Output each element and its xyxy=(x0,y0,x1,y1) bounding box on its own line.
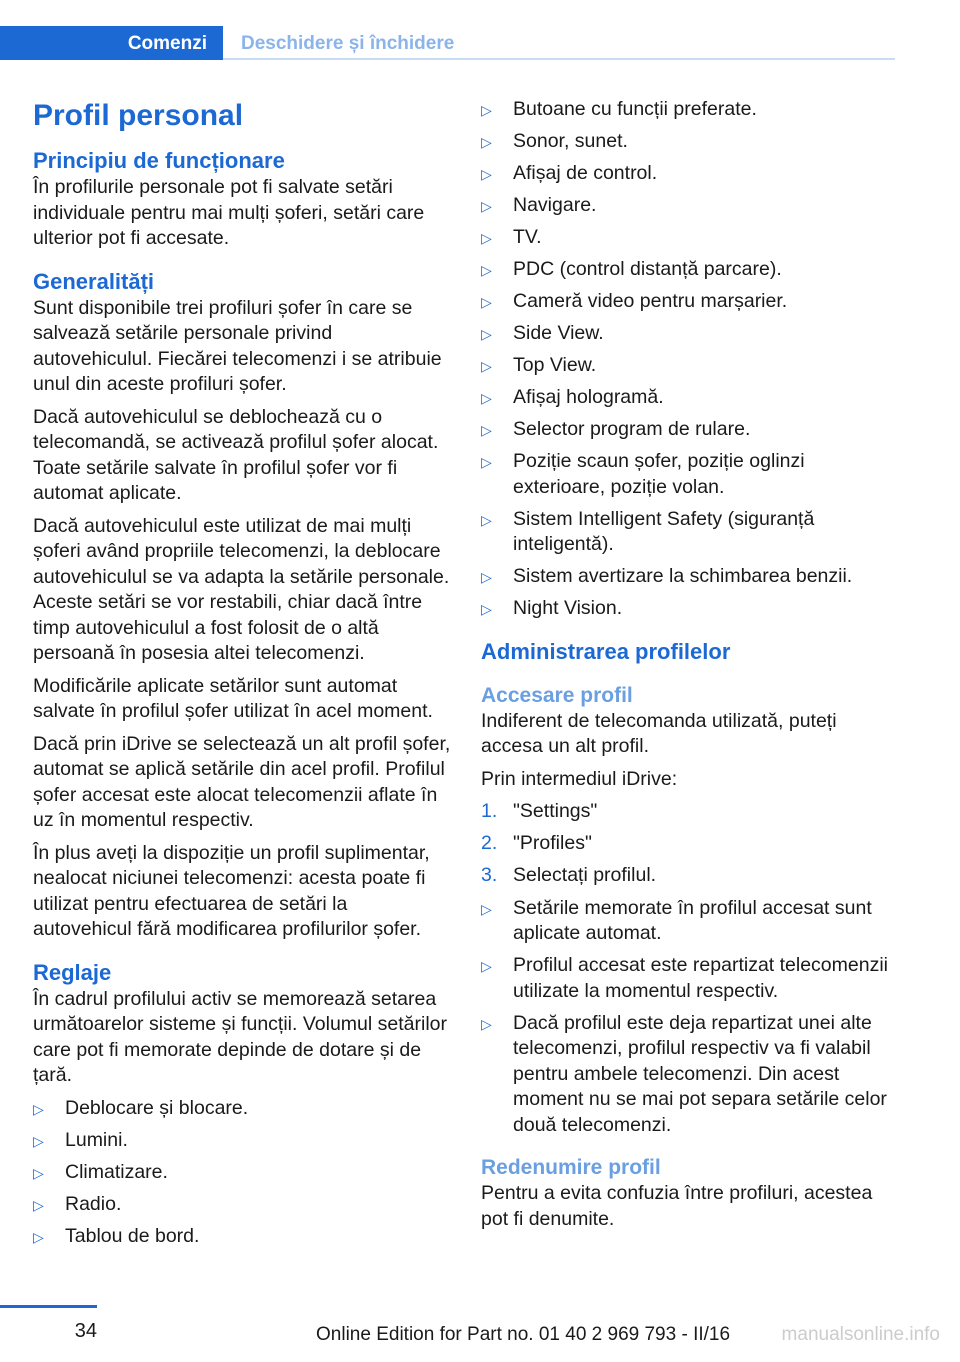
step-number: 3. xyxy=(481,864,498,886)
triangle-bullet-icon: ▷ xyxy=(33,1164,44,1181)
tab-comenzi[interactable] xyxy=(0,26,223,60)
page-number: 34 xyxy=(74,1320,97,1342)
triangle-bullet-icon: ▷ xyxy=(481,454,492,470)
list-item: ▷ Side View. xyxy=(481,321,893,347)
list-item: ▷ Lumini. xyxy=(33,1128,451,1154)
triangle-bullet-icon: ▷ xyxy=(481,958,492,974)
triangle-bullet-icon: ▷ xyxy=(481,262,492,278)
list-item: ▷ Sistem Intelligent Safety (siguranță inteligentă). xyxy=(481,507,815,555)
step-item: 3. Selectați profilul. xyxy=(481,863,893,889)
chapter-tab-bar xyxy=(0,26,895,62)
list-item: ▷ Radio. xyxy=(33,1192,451,1218)
settings-list-right xyxy=(481,97,893,622)
tab-underline xyxy=(223,58,895,60)
list-item: ▷ Night Vision. xyxy=(481,596,893,622)
triangle-bullet-icon: ▷ xyxy=(33,1228,44,1245)
heading-generalitati: Generalități xyxy=(33,268,155,294)
triangle-bullet-icon: ▷ xyxy=(481,601,492,617)
triangle-bullet-icon: ▷ xyxy=(33,1132,44,1149)
heading-accesare-profil: Accesare profil xyxy=(481,683,633,707)
list-item: ▷ Top View. xyxy=(481,353,893,379)
paragraph: Prin intermediul iDrive: xyxy=(481,767,678,790)
list-item: ▷ Cameră video pentru marșarier. xyxy=(481,289,893,315)
list-item: ▷ Afișaj hologramă. xyxy=(481,385,893,411)
triangle-bullet-icon: ▷ xyxy=(481,511,492,528)
step-number: 1. xyxy=(481,800,498,822)
triangle-bullet-icon: ▷ xyxy=(481,569,492,585)
triangle-bullet-icon: ▷ xyxy=(33,1100,44,1117)
list-item: ▷ Setările memorate în profilul accesat sunt aplicate automat. xyxy=(481,896,872,944)
paragraph: În profilurile personale pot fi salvate setări individuale pentru mai mulți șoferi, setări care ulterior pot fi accesate. xyxy=(33,176,425,249)
triangle-bullet-icon: ▷ xyxy=(481,166,492,182)
triangle-bullet-icon: ▷ xyxy=(481,1015,492,1032)
watermark: manualsonline.info xyxy=(781,1324,940,1345)
triangle-bullet-icon: ▷ xyxy=(481,198,492,214)
paragraph: Pentru a evita confuzia între profiluri, acestea pot fi denumite. xyxy=(481,1182,873,1230)
tab-comenzi-label: Comenzi xyxy=(127,33,207,54)
list-item: ▷ Poziție scaun șofer, poziție oglinzi exterioare, poziție volan. xyxy=(481,450,805,498)
triangle-bullet-icon: ▷ xyxy=(481,102,492,118)
list-item: ▷ Tablou de bord. xyxy=(33,1224,451,1250)
paragraph: Modificările aplicate setărilor sunt automat salvate în profilul șofer utilizat în acel moment. xyxy=(33,674,433,722)
paragraph: În cadrul profilului activ se memorează setarea următoarelor sisteme și funcții. Volumul setărilor care pot fi memorate depinde de dotare și de țară. xyxy=(33,987,447,1086)
triangle-bullet-icon: ▷ xyxy=(481,390,492,406)
step-item: 1. "Settings" xyxy=(481,799,893,825)
triangle-bullet-icon: ▷ xyxy=(481,422,492,438)
triangle-bullet-icon: ▷ xyxy=(481,294,492,310)
list-item: ▷ Afișaj de control. xyxy=(481,161,893,187)
heading-redenumire-profil: Redenumire profil xyxy=(481,1156,661,1179)
paragraph: Dacă prin iDrive se selectează un alt profil șofer, automat se aplică setările din acel profil. Profilul șofer accesat este alocat telecomenzii aflate în uz în momentul respectiv. xyxy=(33,732,451,831)
paragraph: Dacă autovehiculul este utilizat de mai mulți șoferi având propriile telecomenzi, la deblocare autovehiculul se va adapta la setările personale. Aceste setări se vor restabili, chiar dacă între timp autovehiculul a fost folosit de o altă persoană în posesia altei telecomenzi. xyxy=(33,514,450,664)
heading-principiu: Principiu de funcționare xyxy=(33,148,285,173)
heading-reglaje: Reglaje xyxy=(33,959,112,985)
list-item: ▷ Dacă profilul este deja repartizat unei alte telecomenzi, profilul respectiv va fi valabil pentru ambele telecomenzi. Din acest moment nu se mai pot separa setările celor două telecomenzi. xyxy=(481,1011,887,1136)
heading-administrarea-profilelor: Administrarea profilelor xyxy=(481,638,731,664)
step-number: 2. xyxy=(481,832,498,854)
tab-deschidere-inchidere[interactable]: Deschidere și închidere xyxy=(241,33,455,54)
list-item: ▷ Sonor, sunet. xyxy=(481,129,893,155)
triangle-bullet-icon: ▷ xyxy=(481,326,492,342)
triangle-bullet-icon: ▷ xyxy=(481,900,492,917)
list-item: ▷ Deblocare și blocare. xyxy=(33,1096,451,1122)
list-item: ▷ Profilul accesat este repartizat telecomenzii utilizate la momentul respectiv. xyxy=(481,954,889,1002)
list-item: ▷ Navigare. xyxy=(481,193,893,219)
paragraph: Indiferent de telecomanda utilizată, puteți accesa un alt profil. xyxy=(481,709,837,757)
list-item: ▷ Sistem avertizare la schimbarea benzii. xyxy=(481,564,893,590)
page-title: Profil personal xyxy=(33,99,244,132)
list-item: ▷ Selector program de rulare. xyxy=(481,417,893,443)
triangle-bullet-icon: ▷ xyxy=(481,358,492,374)
left-column xyxy=(33,97,451,1256)
right-column xyxy=(481,97,893,1239)
footer-rule xyxy=(0,1305,97,1308)
edition-note: Online Edition for Part no. 01 40 2 969 793 - II/16 xyxy=(316,1324,731,1345)
list-item: ▷ PDC (control distanță parcare). xyxy=(481,257,893,283)
settings-list-left xyxy=(33,1096,451,1250)
list-item: ▷ TV. xyxy=(481,225,893,251)
paragraph: Sunt disponibile trei profiluri șofer în care se salvează setările personale privind autovehiculul. Fiecărei telecomenzi i se atribuie unul din aceste profiluri șofer. xyxy=(33,296,442,395)
list-item: ▷ Butoane cu funcții preferate. xyxy=(481,97,893,123)
triangle-bullet-icon: ▷ xyxy=(33,1196,44,1213)
step-item: 2. "Profiles" xyxy=(481,831,893,857)
triangle-bullet-icon: ▷ xyxy=(481,134,492,150)
steps-list xyxy=(481,799,893,889)
result-list xyxy=(481,896,893,1139)
paragraph: Dacă autovehiculul se deblochează cu o telecomandă, se activează profilul șofer alocat. Toate setările salvate în profilul șofer vor fi automat aplicate. xyxy=(33,405,439,504)
triangle-bullet-icon: ▷ xyxy=(481,230,492,246)
paragraph: În plus aveți la dispoziție un profil suplimentar, nealocat niciunei telecomenzi: acesta poate fi utilizat pentru efectuarea de setări la autovehicul fără modificarea profilurilor șofer. xyxy=(33,841,430,940)
list-item: ▷ Climatizare. xyxy=(33,1160,451,1186)
